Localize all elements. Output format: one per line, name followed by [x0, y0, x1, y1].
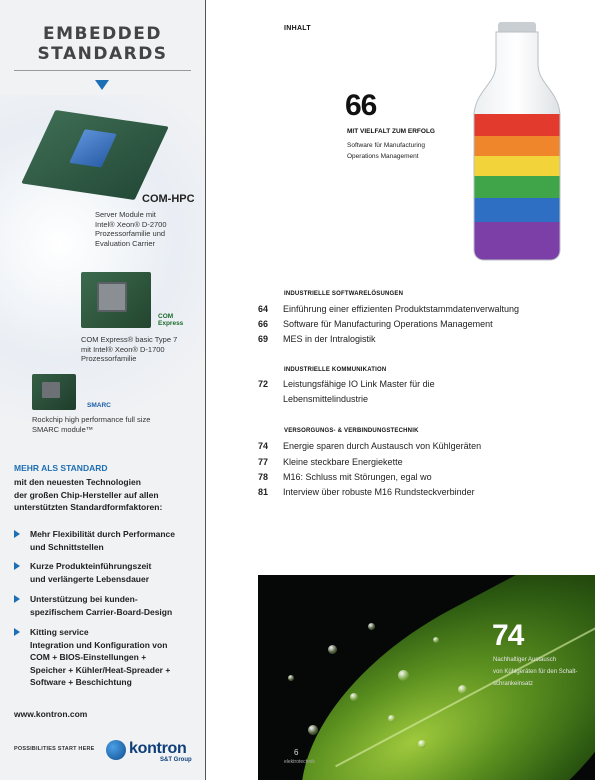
bullet-triangle-icon	[14, 595, 20, 603]
feature-line: von Kühlgeräten für den Schalt-	[493, 669, 578, 675]
toc-title-line: Lebensmittelindustrie	[283, 394, 369, 404]
water-drop	[433, 637, 439, 643]
brand-title-line2: STANDARDS	[37, 44, 168, 64]
promo-intro	[14, 476, 199, 514]
feature-top-title: MIT VIELFALT ZUM ERFOLG	[347, 128, 435, 135]
water-drop	[308, 725, 318, 735]
cpu-chip	[42, 382, 60, 398]
rainbow-bottle-image	[462, 22, 572, 262]
cpu-chip	[97, 282, 127, 312]
toc-section-label: INDUSTRIELLE SOFTWARELÖSUNGEN	[284, 291, 404, 297]
kontron-logo-icon	[106, 740, 126, 760]
caption-line: Rockchip high performance full size	[32, 415, 151, 424]
feature-top-number: 66	[345, 89, 377, 122]
toc-page-number: 77	[258, 457, 269, 467]
water-drop	[288, 675, 294, 681]
toc-title: Energie sparen durch Austausch von Kühlgeräten	[283, 441, 482, 451]
water-drop	[398, 670, 409, 681]
caption-line: Prozessorfamilie und	[95, 229, 166, 238]
com-hpc-logo: COM-HPC	[142, 193, 195, 205]
bullet-line: Kitting service	[30, 627, 89, 637]
brand-title-line1: EMBEDDED	[42, 24, 163, 44]
bullet-triangle-icon	[14, 530, 20, 538]
toc-section-label: VERSORGUNGS- & VERBINDUNGSTECHNIK	[284, 428, 419, 434]
intro-line: mit den neuesten Technologien	[14, 477, 141, 487]
water-drop	[328, 645, 337, 654]
bullet-line: und Schnittstellen	[30, 541, 104, 552]
bullet-line: Speicher + Kühler/Heat-Spreader +	[30, 664, 171, 675]
brand-rule	[14, 70, 191, 71]
toc-title: MES in der Intralogistik	[283, 334, 376, 344]
product3-caption	[32, 415, 150, 434]
cpu-chip	[69, 129, 117, 167]
feature-bottom-number: 74	[492, 619, 524, 652]
com-express-logo	[158, 313, 183, 327]
website-link[interactable]: www.kontron.com	[14, 709, 88, 719]
intro-line: unterstützten Standardformfaktoren:	[14, 502, 163, 512]
toc-title: Software für Manufacturing Operations Management	[283, 319, 493, 329]
toc-title: Kleine steckbare Energiekette	[283, 457, 403, 467]
toc-section-label: INDUSTRIELLE KOMMUNIKATION	[284, 367, 387, 373]
kontron-logo: kontron	[129, 740, 187, 757]
bullet-triangle-icon	[14, 628, 20, 636]
group-name: S&T Group	[160, 757, 192, 763]
water-drop	[418, 740, 426, 748]
caption-line: COM Express® basic Type 7	[81, 335, 178, 344]
product1-caption	[95, 210, 167, 248]
toc-page-number: 81	[258, 487, 269, 497]
toc-title: Interview über robuste M16 Rundsteckverbinder	[283, 487, 475, 497]
page-number: 6	[294, 748, 299, 757]
slogan: POSSIBILITIES START HERE	[14, 746, 95, 752]
intro-line: der großen Chip-Hersteller auf allen	[14, 489, 159, 500]
bullet-line: spezifischem Carrier-Board-Design	[30, 606, 173, 617]
feature-line: Software für Manufacturing	[347, 142, 426, 149]
water-drop	[368, 623, 375, 630]
bullet-line: Software + Beschichtung	[30, 677, 132, 687]
promo-heading: MEHR ALS STANDARD	[14, 463, 108, 473]
bullet-line: Kurze Produkteinführungszeit	[30, 561, 152, 571]
feature-top-text	[347, 141, 457, 162]
bullet-line: Unterstützung bei kunden-	[30, 594, 138, 604]
toc-page-number: 64	[258, 304, 269, 314]
toc-title	[283, 377, 553, 407]
product2-caption	[81, 335, 177, 364]
caption-line: Server Module mit	[95, 210, 156, 219]
caption-line: mit Intel® Xeon® D-1700	[81, 344, 165, 354]
page-footer-note: elektrotechnik	[284, 759, 315, 765]
brand-title	[10, 24, 195, 64]
caption-line: Evaluation Carrier	[95, 238, 156, 248]
toc-page-number: 72	[258, 379, 269, 389]
caption-line: Intel® Xeon® D-2700	[95, 219, 167, 229]
feature-line: schrankeinsatz	[493, 681, 534, 687]
toc-title: Einführung einer effizienten Produktstammdatenverwaltung	[283, 304, 519, 314]
toc-page-number: 69	[258, 334, 269, 344]
toc-page-number: 78	[258, 472, 269, 482]
down-arrow-icon	[95, 80, 109, 90]
bullet-line: COM + BIOS-Einstellungen +	[30, 652, 147, 662]
caption-line: SMARC module™	[32, 424, 94, 434]
smarc-board-image	[32, 374, 76, 410]
water-drop	[458, 685, 467, 694]
toc-page-number: 66	[258, 319, 269, 329]
section-heading-inhalt: INHALT	[284, 25, 311, 32]
toc-title: M16: Schluss mit Störungen, egal wo	[283, 472, 432, 482]
com-express-board-image	[81, 272, 151, 328]
sidebar	[0, 0, 205, 780]
bullet-line: Mehr Flexibilität durch Performance	[30, 529, 176, 539]
smarc-logo: SMARC	[87, 402, 111, 409]
toc-title-line: Leistungsfähige IO Link Master für die	[283, 379, 435, 389]
logo-line: COM	[158, 313, 174, 320]
toc-entry[interactable]	[258, 377, 558, 407]
water-drop	[388, 715, 395, 722]
logo-line: Express	[158, 320, 184, 327]
bullet-line: Integration und Konfiguration von	[30, 639, 168, 650]
feature-line: Operations Management	[347, 152, 419, 160]
feature-bottom-text	[493, 654, 583, 690]
water-drop	[350, 693, 358, 701]
bullet-triangle-icon	[14, 562, 20, 570]
caption-line: Prozessorfamilie	[81, 354, 137, 363]
column-divider	[205, 0, 206, 780]
feature-line: Nachhaltiger Austausch	[493, 657, 557, 663]
toc-page-number: 74	[258, 441, 269, 451]
bullet-line: und verlängerte Lebensdauer	[30, 573, 150, 584]
